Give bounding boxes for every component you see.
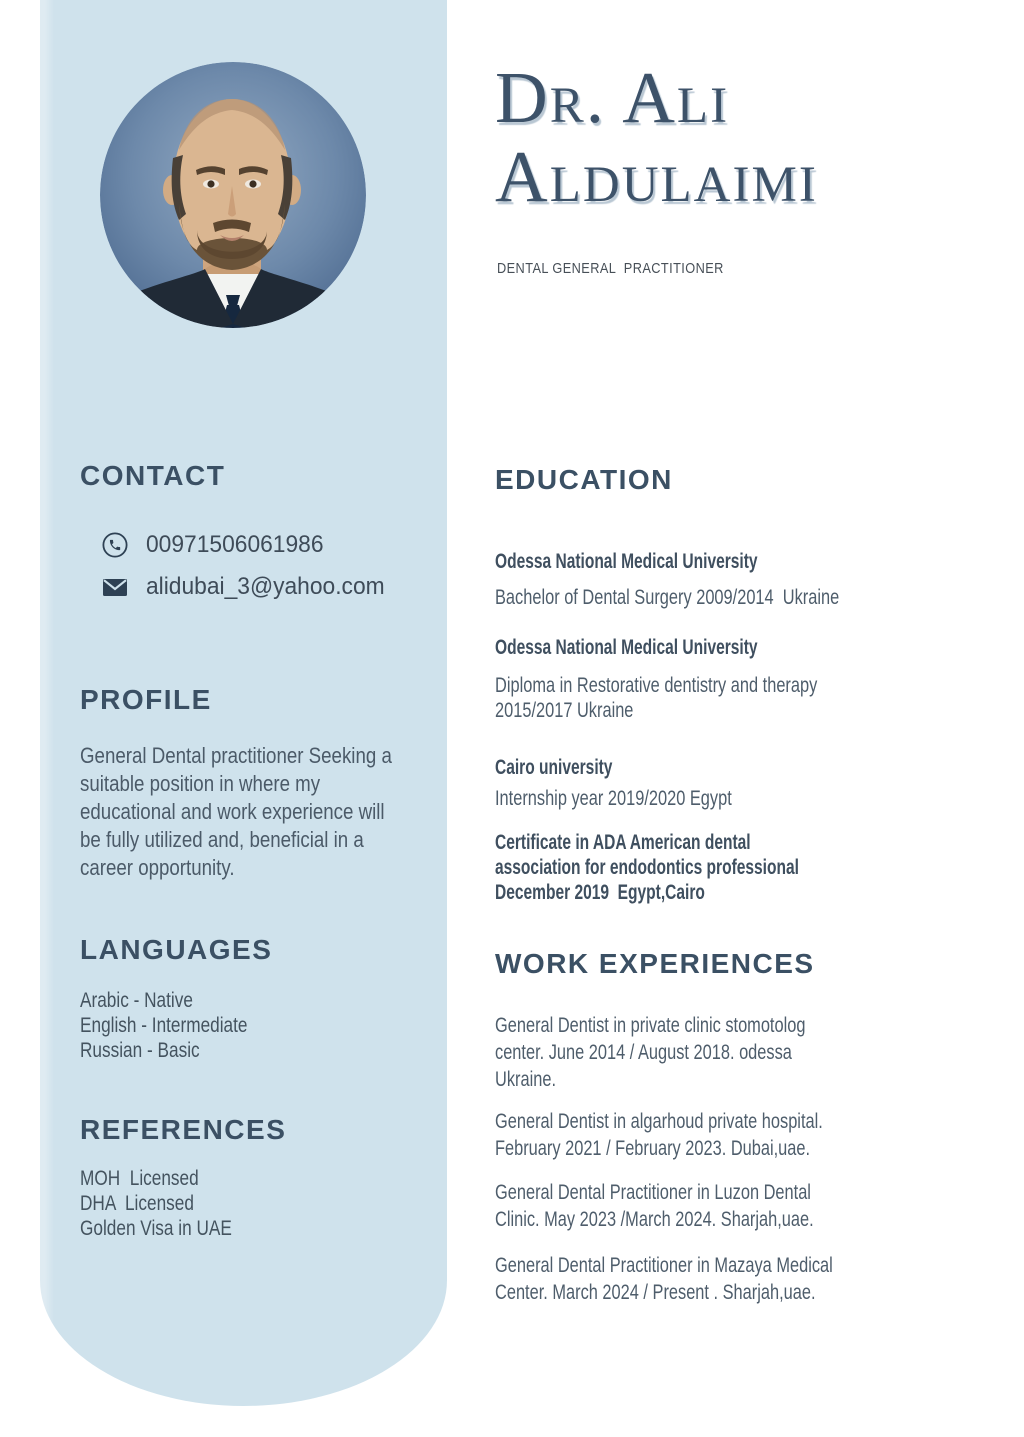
work-experience-item [495, 1179, 904, 1233]
language-item: Russian - Basic [80, 1039, 200, 1062]
profile-text-line: suitable position in where my [80, 771, 321, 796]
references-heading: REFERENCES [80, 1114, 287, 1145]
education-item [495, 635, 850, 660]
work-item-line: Ukraine. [495, 1068, 556, 1091]
language-item: English - Intermediate [80, 1014, 248, 1037]
person-name-line1: Dr. Ali [495, 57, 730, 138]
work-experience-item [495, 1108, 915, 1162]
language-item: Arabic - Native [80, 989, 193, 1012]
email-icon [102, 574, 128, 600]
contact-email-value: alidubai_3@yahoo.com [146, 573, 385, 600]
education-item-title: Odessa National Medical University [495, 550, 758, 573]
reference-item: DHA Licensed [80, 1192, 194, 1215]
reference-item: Golden Visa in UAE [80, 1217, 232, 1240]
languages-list [80, 988, 284, 1063]
contact-phone-value: 00971506061986 [146, 531, 324, 558]
education-detail-line: Internship year 2019/2020 Egypt [495, 787, 732, 810]
profile-text [80, 742, 447, 882]
work-item-line: Clinic. May 2023 /March 2024. Sharjah,uae. [495, 1208, 814, 1231]
references-list [80, 1166, 265, 1241]
work-experience-item [495, 1252, 928, 1306]
education-item-detail [495, 674, 908, 723]
work-item-line: General Dentist in algarhoud private hospital. [495, 1110, 823, 1133]
education-item [495, 549, 850, 574]
education-heading: EDUCATION [495, 464, 673, 495]
person-name-line2: Aldulaimi [495, 136, 818, 217]
main-column [495, 0, 1015, 1437]
education-item-detail [495, 787, 799, 812]
work-experience-item [495, 1012, 893, 1093]
profile-photo [100, 62, 366, 328]
work-item-line: February 2021 / February 2023. Dubai,uae. [495, 1137, 811, 1160]
languages-heading: LANGUAGES [80, 934, 273, 965]
profile-text-line: be fully utilized and, beneficial in a [80, 827, 364, 852]
contact-heading: CONTACT [80, 460, 226, 491]
sidebar-panel [40, 0, 447, 1406]
education-detail-line: 2015/2017 Ukraine [495, 698, 634, 722]
work-item-line: Center. March 2024 / Present . Sharjah,uae. [495, 1281, 816, 1304]
profile-heading: PROFILE [80, 684, 212, 715]
work-item-line: General Dental Practitioner in Mazaya Medical [495, 1254, 833, 1277]
education-item-title: December 2019 Egypt,Cairo [495, 881, 705, 904]
profile-text-line: General Dental practitioner Seeking a [80, 743, 392, 768]
contact-list [80, 524, 397, 608]
education-item [495, 830, 906, 905]
education-item-title: Odessa National Medical University [495, 636, 758, 659]
phone-icon [102, 532, 128, 558]
work-experiences-heading: WORK EXPERIENCES [495, 948, 815, 979]
contact-email-row [80, 566, 397, 608]
education-item-title: Certificate in ADA American dental [495, 831, 751, 854]
work-item-line: General Dentist in private clinic stomotolog [495, 1014, 806, 1037]
job-title: DENTAL GENERAL PRACTITIONER [497, 260, 724, 277]
profile-text-line: career opportunity. [80, 855, 235, 880]
education-detail-line: Bachelor of Dental Surgery 2009/2014 Ukraine [495, 586, 840, 609]
education-item-title: Cairo university [495, 756, 613, 779]
work-item-line: center. June 2014 / August 2018. odessa [495, 1041, 792, 1064]
contact-phone-row [80, 524, 397, 566]
person-name [495, 58, 818, 216]
profile-text-line: educational and work experience will [80, 799, 385, 824]
education-detail-line: Diploma in Restorative dentistry and therapy [495, 674, 818, 697]
education-item [495, 755, 654, 780]
education-item-title: association for endodontics professional [495, 856, 799, 879]
education-item-detail [495, 586, 936, 611]
work-item-line: General Dental Practitioner in Luzon Dental [495, 1181, 811, 1204]
portrait-illustration [100, 62, 366, 328]
reference-item: MOH Licensed [80, 1167, 199, 1190]
